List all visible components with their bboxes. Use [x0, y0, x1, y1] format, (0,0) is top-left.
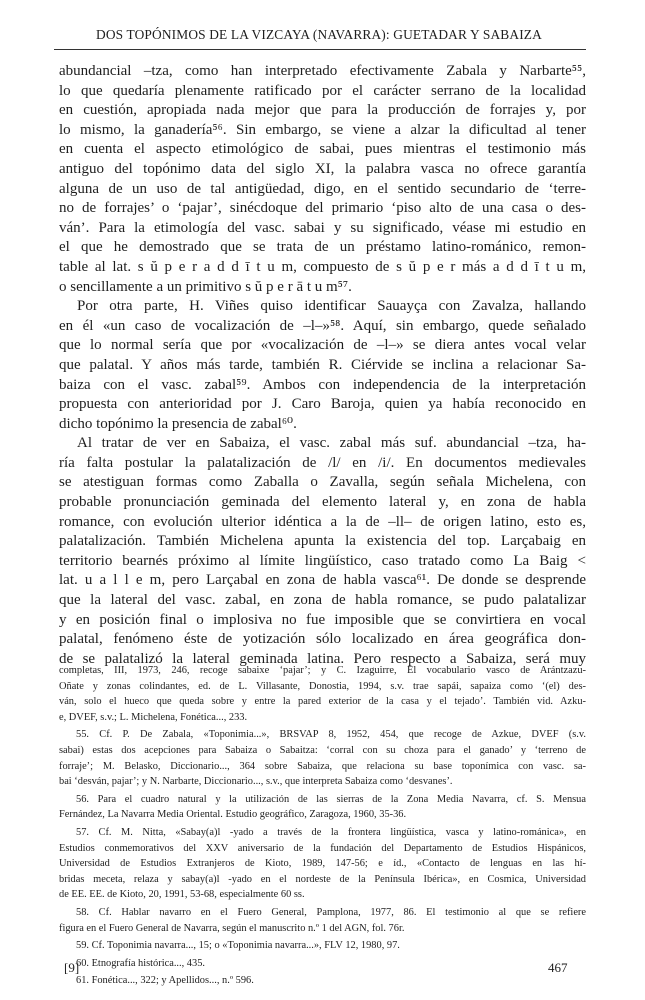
- text-line: abundancial –tza, como han interpretado efectivamente Zabala y Narbarte⁵⁵,: [59, 63, 586, 79]
- footnote-line: 59. Cf. Toponimia navarra..., 15; o «Toponimia navarra...», FLV 12, 1980, 97.: [76, 940, 400, 952]
- footnote-line: 60. Etnografía histórica..., 435.: [76, 957, 205, 969]
- text-line: que lo normal sería que por «vocalización de –l–» se diera antes vocal velar: [59, 337, 586, 354]
- footnote-line: 61. Fonética..., 322; y Apellidos..., n.º 596.: [76, 975, 254, 987]
- footnote-line: e, DVEF, s.v.; L. Michelena, Fonética..., 233.: [59, 711, 248, 723]
- text-line: palatal, fenómeno éste de yotización sólo localizado en área geográfica don-: [59, 631, 586, 648]
- footnote-line: de EE. EE. de Kioto, 20, 1991, 53-68, especialmente 60 ss.: [59, 889, 305, 901]
- main-text-block: [59, 62, 586, 669]
- text-line: que la lateral del vasc. zabal, en zona de habla romance, se pudo palatalizar: [59, 592, 586, 609]
- text-line: romance, con evolución ulterior idéntica a la de –ll– de origen latino, esto es,: [59, 513, 586, 530]
- text-line: el que he demostrado que se trata de un préstamo latino-románico, remon-: [59, 239, 586, 256]
- text-line: propuesta con anterioridad por J. Caro Baroja, quien ya había reconocido en: [59, 396, 586, 413]
- text-line: se atestiguan formas como Zaballa o Zavalla, según señala Michelena, con: [59, 474, 586, 491]
- section-number: [9]: [64, 960, 80, 975]
- footnote-line: ván, solo el hueco que queda sobre y entre la pared exterior de la casa y el tejado’. También vid. Azku-: [59, 696, 586, 708]
- footnote-line: 58. Cf. Hablar navarro en el Fuero General, Pamplona, 1977, 86. El testimonio al que se refiere: [76, 906, 586, 918]
- footnote-line: forraje’; M. Belasko, Diccionario..., 364 sobre Sabaiza, que relaciona su base toponímica con vasc. sa-: [59, 760, 586, 772]
- text-line: no de forrajes’ o ‘pajar’, sinécdoque del primario ‘piso alto de una casa o des-: [59, 200, 586, 217]
- footnote-line: 55. Cf. P. De Zabala, «Toponimia...», BRSVAP 8, 1952, 454, que recoge de Azkue, DVEF (s.v.: [76, 729, 586, 741]
- header-rule: [54, 49, 586, 50]
- text-line: lat. u a l l e m, pero Larçabal en zona de habla vasca⁶¹. De donde se desprende: [59, 572, 586, 589]
- footnote-line: 56. Para el cuadro natural y la utilización de las sierras de la Zona Media Navarra, cf. S. Mensua: [76, 793, 586, 805]
- text-line: ván’. Para la etimología del vasc. sabai y su significado, véase mi estudio en: [59, 219, 586, 236]
- footnote-line: figura en el Fuero General de Navarra, según el manuscrito n.º 1 del AGN, fol. 76r.: [59, 922, 405, 934]
- text-line: lo que quedaría plenamente ratificado por el carácter serrano de la localidad: [59, 82, 586, 99]
- text-line: table al lat. s ŭ p e r a d d ī t u m, compuesto de s ŭ p e r más a d d ī t u m,: [59, 258, 586, 275]
- running-header: DOS TOPÓNIMOS DE LA VIZCAYA (NAVARRA): GUETADAR Y SABAIZA: [96, 27, 542, 42]
- footnote-line: Universidad de Estudios Extranjeros de Kioto, 1989, 147-56; e íd., «Contacto de lenguas en las hí-: [59, 858, 586, 870]
- footnotes-block: [59, 663, 586, 989]
- page-number: 467: [548, 960, 568, 975]
- text-line: lo mismo, la ganadería⁵⁶. Sin embargo, se viene a alzar la dificultad al tener: [59, 121, 586, 138]
- footnote-line: Estudios conmemorativos del XXV aniversario de la fundación del Departamento de Estudios Hispánicos,: [59, 842, 586, 854]
- text-line: dicho topónimo la presencia de zabal⁶⁰.: [59, 415, 297, 432]
- text-line: baiza con el vasc. zabal⁵⁹. Ambos con independencia de la interpretación: [59, 376, 586, 393]
- footnote-line: 57. Cf. M. Nitta, «Sabay(a)l -yado a través de la frontera lingüística, vasca y latino-románica», en: [76, 826, 586, 838]
- text-line: probable pronunciación geminada del elemento lateral y, en zona de habla: [59, 494, 586, 511]
- text-line: en cuenta el aspecto etimológico de sabai, pues mientras el testimonio más: [59, 141, 586, 158]
- text-line: alguna de un uso de tal antigüedad, digo, en el sentido secundario de ‘terre-: [59, 180, 586, 197]
- text-line: en cuestión, apropiada nada mejor que para la producción de forrajes y, por: [59, 102, 586, 119]
- footnote-line: bridas meceta, relaza y sabay(a)l -yado en el nordeste de la Península Ibérica», en Cosmica, Universidad: [59, 873, 586, 885]
- text-line: que palatal. Y años más tarde, también R. Ciérvide se inclina a relacionar Sa-: [59, 356, 586, 373]
- text-line: y en posición final o implosiva no fue imposible que se convirtiera en vocal: [59, 611, 586, 628]
- footnote-line: Oñate y zonas colindantes, ed. de L. Villasante, Donostia, 1994, s.v. trae sapái, sapaiza como ‘(el) des-: [59, 680, 586, 692]
- text-line: Al tratar de ver en Sabaiza, el vasc. zabal más suf. abundancial –tza, ha-: [77, 435, 586, 452]
- footnote-line: Fernández, La Navarra Media Oriental. Estudio geográfico, Zaragoza, 1960, 35-36.: [59, 809, 407, 821]
- footnote-line: bai ‘desván, pajar’; y N. Narbarte, Diccionario..., s.v., que interpreta Sabaiza como ‘desvanes’.: [59, 776, 453, 788]
- footnote-line: completas, III, 1973, 246, recoge sabaixe ‘pajar’; y C. Izaguirre, El vocabulario vasco de Arántzazu-: [59, 665, 586, 676]
- text-line: territorio bearnés próximo al límite lingüístico, caso tratado como La Baig <: [59, 552, 586, 569]
- text-line: ría falta postular la palatalización de /l/ en /i/. En documentos medievales: [59, 454, 586, 471]
- footnote-line: sabai) estas dos acepciones para Sabaiza o Sabaitza: ‘corral con su choza para el ganado’ y ‘terreno de: [59, 744, 586, 756]
- text-line: de se palatalizó la lateral geminada latina. Pero respecto a Sabaiza, será muy: [59, 650, 586, 667]
- text-line: o sencillamente a un primitivo s ŭ p e r ā t u m⁵⁷.: [59, 278, 352, 295]
- text-line: Por otra parte, H. Viñes quiso identificar Sauayça con Zavalza, hallando: [77, 298, 586, 315]
- text-line: en él «un caso de vocalización de –l–»⁵⁸. Aquí, sin embargo, quede señalado: [59, 317, 586, 334]
- text-line: antiguo del topónimo data del siglo XI, la palabra vasca no ofrece garantía: [59, 160, 586, 177]
- text-line: palatalización. También Michelena apunta la existencia del top. Larçabaig en: [59, 533, 586, 550]
